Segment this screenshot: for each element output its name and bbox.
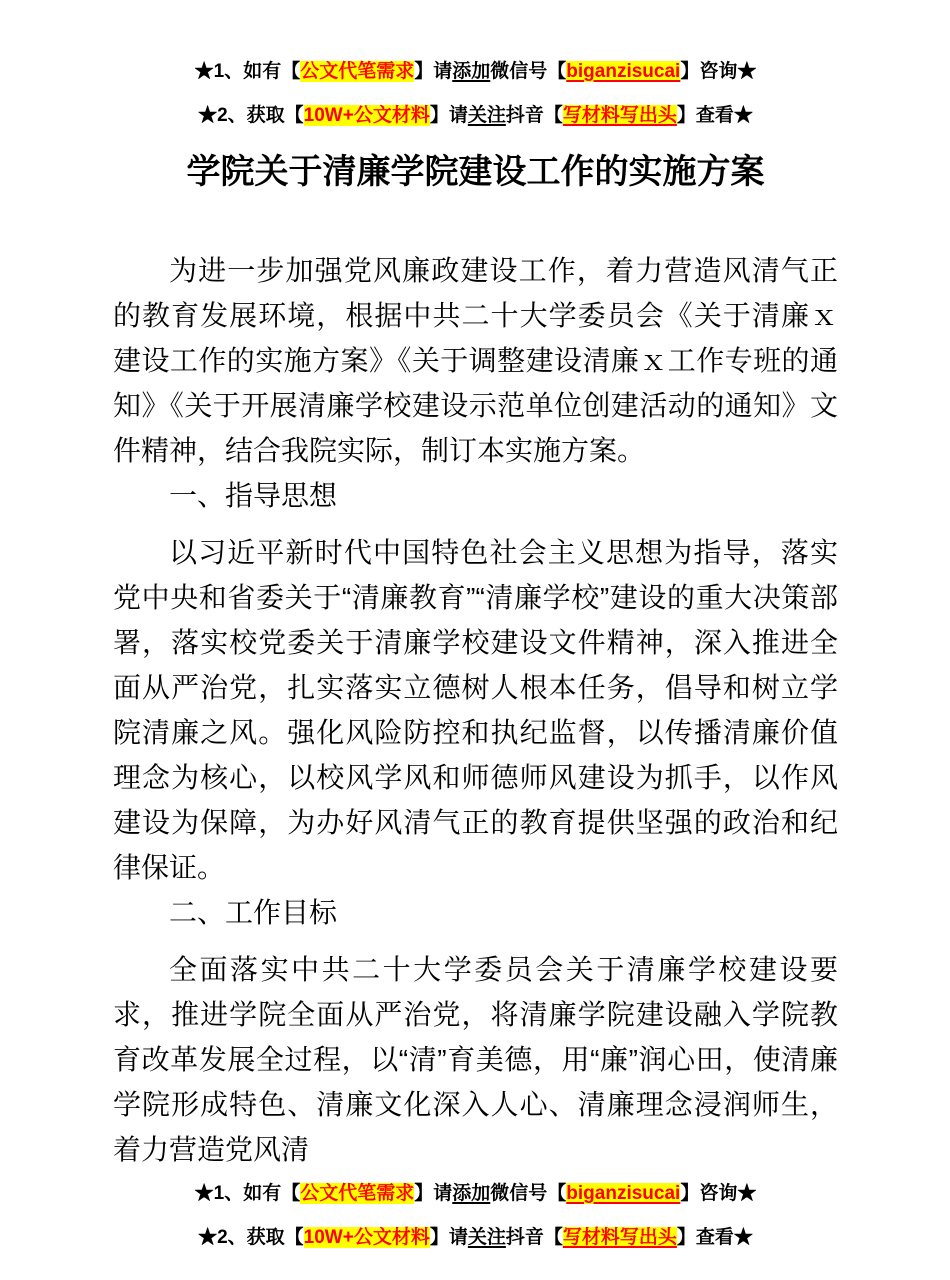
promo-highlighted-text: 10W+公文材料	[303, 105, 430, 126]
promo-text: 】请	[414, 1183, 453, 1204]
promo-text: 抖音【	[505, 105, 563, 126]
promo-highlighted-text: biganzisucai	[566, 1183, 681, 1204]
promo-line	[113, 1216, 838, 1260]
promo-text: 】查看★	[676, 105, 753, 126]
promo-highlighted-text: 写材料写出头	[562, 105, 677, 126]
body-paragraph: 以习近平新时代中国特色社会主义思想为指导，落实党中央和省委关于“清廉教育”“清廉学校”建设的重大决策部署，落实校党委关于清廉学校建设文件精神，深入推进全面从严治党，扎实落实立德树人根本任务，倡导和树立学院清廉之风。强化风险防控和执纪监督，以传播清廉价值理念为核心，以校风学风和师德师风建设为抓手，以作风建设为保障，为办好风清气正的教育提供坚强的政治和纪律保证。	[113, 537, 838, 883]
promo-text: ★1、如有【	[194, 1183, 301, 1204]
body-paragraph: 全面落实中共二十大学委员会关于清廉学校建设要求，推进学院全面从严治党，将清廉学院建设融入学院教育改革发展全过程，以“清”育美德，用“廉”润心田，使清廉学院形成特色、清廉文化深入人心、清廉理念浸润师生，着力营造党风清	[113, 954, 838, 1165]
promo-text: 】查看★	[676, 1227, 753, 1248]
promo-text: 微信号【	[490, 61, 567, 82]
body-paragraph: 为进一步加强党风廉政建设工作，着力营造风清气正的教育发展环境，根据中共二十大学委员会《关于清廉ｘ建设工作的实施方案》《关于调整建设清廉ｘ工作专班的通知》《关于开展清廉学校建设示范单位创建活动的通知》文件精神，结合我院实际，制订本实施方案。	[113, 255, 838, 466]
promo-line	[113, 94, 838, 138]
section-heading: 二、工作目标	[169, 897, 338, 928]
promo-highlighted-text: biganzisucai	[566, 61, 681, 82]
promo-underlined-text: 关注	[467, 1227, 506, 1248]
section-heading: 一、指导思想	[169, 480, 338, 511]
promo-highlighted-text: 写材料写出头	[562, 1227, 677, 1248]
promo-text: 】咨询★	[680, 61, 757, 82]
promo-text: 微信号【	[490, 1183, 567, 1204]
promo-highlighted-text: 公文代笔需求	[300, 61, 415, 82]
promo-text: 】请	[429, 105, 468, 126]
promo-text: 抖音【	[505, 1227, 563, 1248]
promo-line	[113, 50, 838, 94]
promo-text: ★2、获取【	[198, 105, 304, 126]
promo-text: ★1、如有【	[194, 61, 301, 82]
promo-text: ★2、获取【	[198, 1227, 304, 1248]
document-body	[113, 248, 838, 1172]
document-page	[0, 50, 950, 1280]
promo-underlined-text: 添加	[452, 1183, 491, 1204]
promo-underlined-text: 添加	[452, 61, 491, 82]
promo-text: 】请	[414, 61, 453, 82]
promo-text: 】咨询★	[680, 1183, 757, 1204]
promo-highlighted-text: 10W+公文材料	[303, 1227, 430, 1248]
promo-banner-top	[113, 50, 838, 138]
promo-banner-bottom	[113, 1172, 838, 1260]
document-title: 学院关于清廉学院建设工作的实施方案	[186, 153, 765, 191]
promo-underlined-text: 关注	[467, 105, 506, 126]
promo-line	[113, 1172, 838, 1216]
promo-text: 】请	[429, 1227, 468, 1248]
promo-highlighted-text: 公文代笔需求	[300, 1183, 415, 1204]
